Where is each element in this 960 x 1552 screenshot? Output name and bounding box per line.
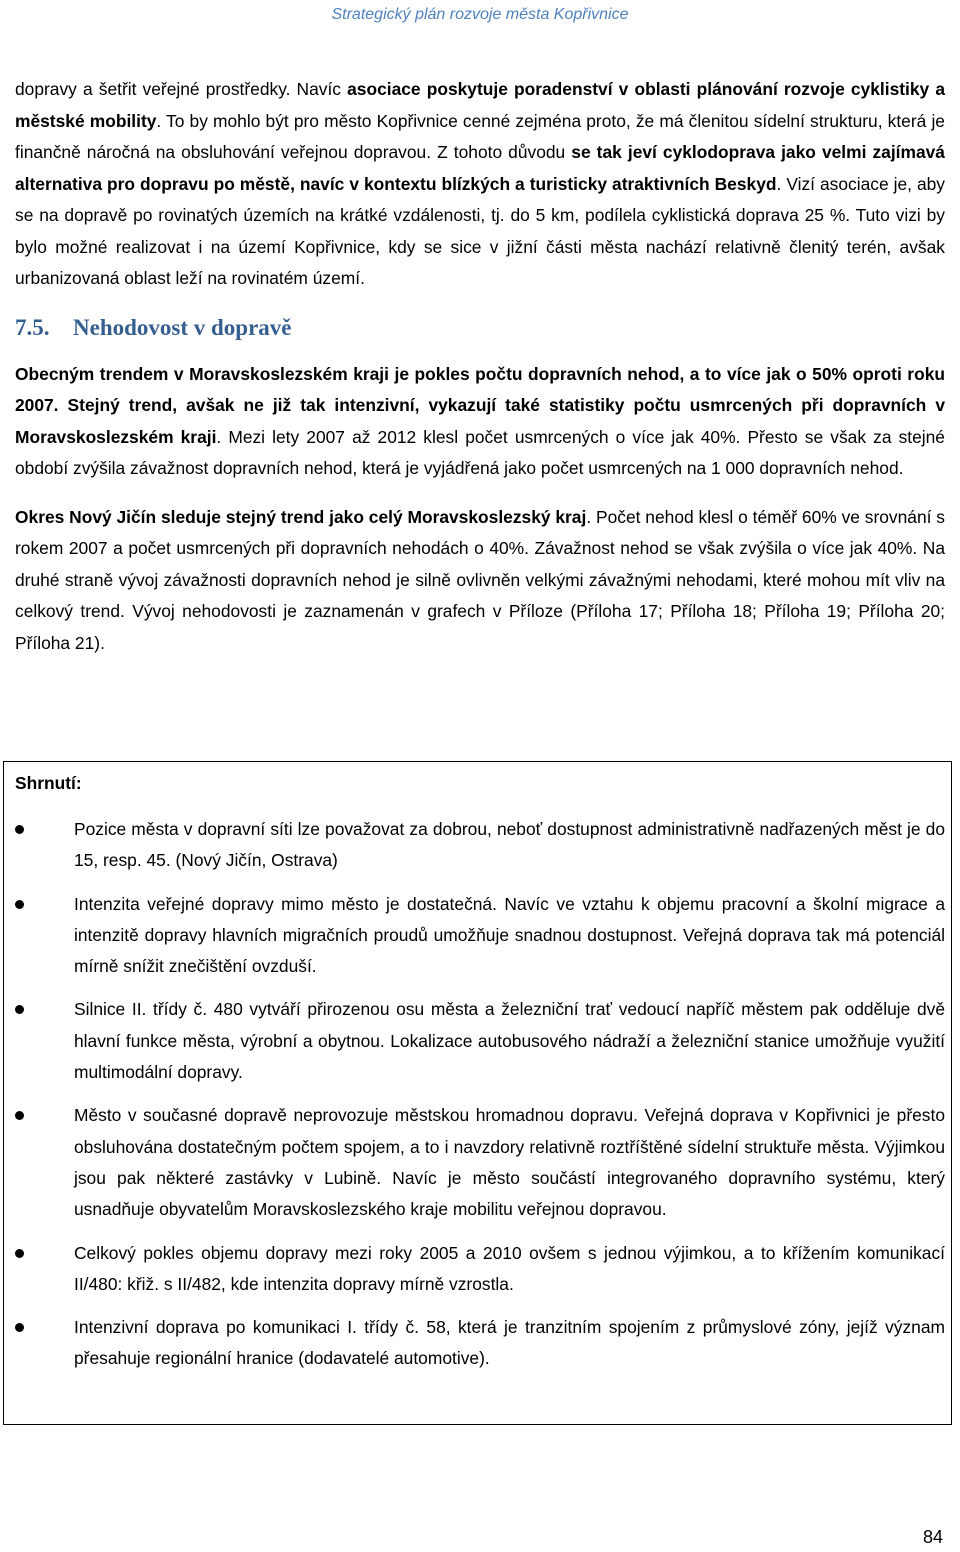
page-number: 84 (922, 1527, 943, 1547)
list-item (15, 889, 945, 983)
bullet-icon (15, 1249, 24, 1258)
paragraph-cycling (15, 74, 945, 295)
bold-run: Okres Nový Jičín sleduje stejný trend jako celý Moravskoslezský kraj (15, 506, 587, 527)
bullet-icon (15, 1111, 24, 1120)
bold-run: asociace poskytuje poradenství v oblasti plánování rozvoje cyklistiky a městské mobility (15, 79, 945, 131)
bullet-icon (15, 900, 24, 909)
list-item-text: Pozice města v dopravní síti lze považovat za dobrou, neboť dostupnost administrativně nadřazených měst je do 15, resp. 45. (Nový Jičín, Ostrava) (74, 819, 945, 871)
list-item-text: Celkový pokles objemu dopravy mezi roky 2005 a 2010 ovšem s jednou výjimkou, a to křížením komunikací II/480: křiž. s II/482, kde intenzita dopravy mírně vzrostla. (74, 1242, 945, 1294)
text-run: dopravy a šetřit veřejné prostředky. Navíc (15, 79, 348, 99)
list-item (15, 1238, 945, 1301)
section-title: Nehodovost v dopravě (73, 314, 292, 340)
list-item (15, 994, 945, 1088)
summary-box (3, 761, 952, 1425)
list-item-text: Intenzivní doprava po komunikaci I. třídy č. 58, která je tranzitním spojením z průmyslové zóny, jejíž význam přesahuje regionální hranice (dodavatelé automotive). (74, 1317, 945, 1369)
bold-run: se tak jeví cyklodoprava jako velmi zajímavá alternativa pro dopravu po městě, navíc v kontextu blízkých a turisticky atraktivních Beskyd (15, 142, 945, 194)
bullet-icon (15, 1005, 24, 1014)
section-number: 7.5. (15, 314, 50, 340)
text-run: . Mezi lety 2007 až 2012 klesl počet usmrcených o více jak 40%. Přesto se však za stejné období zvýšila závažnost dopravních nehod, která je vyjádřená jako počet usmrcených na 1 000 dopravních nehod. (15, 426, 945, 478)
bullet-icon (15, 1323, 24, 1332)
text-run: . Vizí asociace je, aby se na dopravě po rovinatých územích na krátké vzdálenosti, tj. do 5 km, podílela cyklistická doprava 25 %. Tuto vizi by bylo možné realizovat i na území Kopřivnice, kdy se sice v jižní části města nachází relativně členitý terén, avšak urbanizovaná oblast leží na rovinatém území. (15, 173, 945, 288)
summary-title: Shrnutí: (15, 773, 82, 793)
main-content (15, 74, 945, 659)
list-item (15, 1100, 945, 1225)
paragraph-district-trend (15, 502, 945, 660)
list-item-text: Město v současné dopravě neprovozuje městskou hromadnou dopravu. Veřejná doprava v Kopřivnici je přesto obsluhována dostatečným počtem spojem, a to i navzdory relativně roztříštěné sídelní struktuře města. Výjimkou jsou pak některé zastávky v Lubině. Navíc je město součástí integrovaného dopravního systému, který usnadňuje obyvatelům Moravskoslezského kraje mobilitu veřejnou dopravou. (74, 1105, 945, 1220)
text-run: . Počet nehod klesl o téměř 60% ve srovnání s rokem 2007 a počet usmrcených při dopravních nehodách o 40%. Závažnost nehod se však zvýšila o více jak 40%. Na druhé straně vývoj závažnosti dopravních nehod je silně ovlivněn velkými závažnými nehodami, které mohou mít vliv na celkový trend. Vývoj nehodovosti je zaznamenán v grafech v Příloze (Příloha 17; Příloha 18; Příloha 19; Příloha 20; Příloha 21). (15, 506, 945, 653)
paragraph-region-trend (15, 359, 945, 485)
list-item (15, 814, 945, 877)
summary-list (15, 814, 945, 1387)
running-header: Strategický plán rozvoje města Kopřivnice (331, 6, 629, 23)
list-item-text: Silnice II. třídy č. 480 vytváří přirozenou osu města a železniční trať vedoucí napříč městem pak odděluje dvě hlavní funkce města, výrobní a obytnou. Lokalizace autobusového nádraží a železniční stanice umožňuje využití multimodální dopravy. (74, 999, 945, 1083)
list-item-text: Intenzita veřejné dopravy mimo město je dostatečná. Navíc ve vztahu k objemu pracovní a školní migrace a intenzitě dopravy hlavních migračních proudů umožňuje snadnou dostupnost. Veřejná doprava tak má potenciál mírně snížit znečištění ovzduší. (74, 893, 945, 977)
paragraph-gap (15, 485, 945, 502)
bullet-icon (15, 825, 24, 834)
bold-run: Obecným trendem v Moravskoslezském kraji je pokles počtu dopravních nehod, a to více jak o 50% oproti roku 2007. Stejný trend, avšak ne již tak intenzivní, vykazují také statistiky počtu usmrcených při dopravních v Moravskoslezském kraji (15, 363, 945, 447)
section-heading (15, 313, 945, 343)
list-item (15, 1312, 945, 1375)
text-run: . To by mohlo být pro město Kopřivnice cenné zejména proto, že má členitou sídelní strukturu, která je finančně náročná na obsluhování veřejnou dopravou. Z tohoto důvodu (15, 110, 945, 162)
